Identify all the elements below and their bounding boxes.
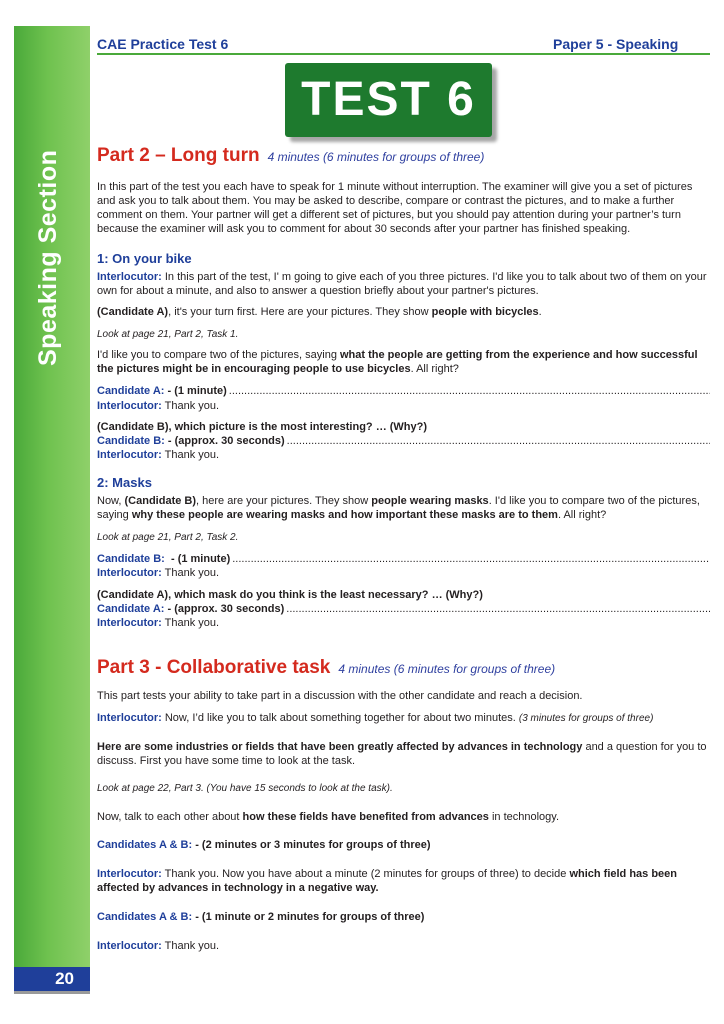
section-label: Speaking Section [34,149,62,366]
task2-look-at: Look at page 21, Part 2, Task 2. [97,532,239,543]
sidebar [14,26,90,988]
task2-candidate-a-line: Candidate A: - (approx. 30 seconds) ..... [97,602,710,616]
task2-thanks-1: Interlocutor: Thank you. [97,567,220,579]
header-paper: Paper 5 - Speaking [553,36,679,52]
task1-thanks-2: Interlocutor: Thank you. [97,449,220,461]
part3-title: Part 3 - Collaborative task [97,657,331,678]
task1-candidate-a-intro: (Candidate A), it's your turn first. Here are your pictures. They show people with bicycles. [97,306,542,318]
part3-interlocutor-2: Interlocutor: Thank you. Now you have about a minute (2 minutes for groups of three) to decide which field has been affected by advances in technology in a negative way. [97,868,678,894]
task1-compare: I'd like you to compare two of the pictures, saying what the people are getting from the experience and how successful the pictures might be in encouraging people to use bicycles. All right? [97,349,698,375]
task1-candidate-a-line: Candidate A: - (1 minute) ..... [97,384,710,398]
part3-look-at: Look at page 22, Part 3. (You have 15 seconds to look at the task). [97,783,393,794]
part3-interlocutor-3: Interlocutor: Thank you. [97,940,220,952]
task2-heading: 2: Masks [97,475,152,490]
part3-timing: 4 minutes (6 minutes for groups of three) [338,662,556,676]
task2-thanks-2: Interlocutor: Thank you. [97,617,220,629]
part2-timing: 4 minutes (6 minutes for groups of three) [267,150,485,164]
task2-intro: Now, (Candidate B), here are your pictures. They show people wearing masks. I'd like you to compare two of the pictures, saying why these people are wearing masks and how important these masks are to them. All right? [97,495,700,521]
task1-interlocutor: Interlocutor: In this part of the test, I' m going to give each of you three pictures. I'd like you to talk about two of them on your own for about a minute, and also to answer a question briefly about your partner's pictures. [97,271,707,297]
part2-title: Part 2 – Long turn [97,145,260,166]
part3-talk: Now, talk to each other about how these fields have benefited from advances in technology. [97,811,560,823]
bottom-rule [14,991,90,994]
task1-heading: 1: On your bike [97,251,192,266]
task1-candidate-b-line: Candidate B: - (approx. 30 seconds) ..... [97,434,710,448]
task1-thanks-1: Interlocutor: Thank you. [97,400,220,412]
part3-interlocutor: Interlocutor: Now, I’d like you to talk about something together for about two minutes. (3 minutes for groups of three) [97,712,654,724]
task2-question: (Candidate A), which mask do you think is the least necessary? … (Why?) [97,589,483,601]
part3-heading [97,657,710,678]
part2-intro: In this part of the test you each have to speak for 1 minute without interruption. The examiner will give you a set of pictures and ask you to talk about them. You may be asked to describe, compare or contrast the pictures, and to make a further comment on them. Your partner will get a different set of pictures, but you should pay attention during your partner’s turn because the examiner will ask you to comment for about 30 seconds after your partner has finished speaking. [97,181,693,235]
part3-candidates-1: Candidates A & B: - (2 minutes or 3 minutes for groups of three) [97,839,431,851]
header-title: CAE Practice Test 6 [97,36,229,52]
task1-question: (Candidate B), which picture is the most interesting? … (Why?) [97,421,428,433]
page-number: 20 [14,967,90,991]
part3-candidates-2: Candidates A & B: - (1 minute or 2 minutes for groups of three) [97,911,425,923]
task2-candidate-b-line: Candidate B: - (1 minute) ..... [97,552,710,566]
header-divider [97,53,710,55]
part2-heading [97,145,710,166]
task1-look-at: Look at page 21, Part 2, Task 1. [97,329,239,340]
part3-intro: This part tests your ability to take part in a discussion with the other candidate and reach a decision. [97,690,583,702]
part3-industries: Here are some industries or fields that have been greatly affected by advances in technology and a question for you to discuss. First you have some time to look at the task. [97,741,707,767]
test-banner: TEST 6 [285,63,492,137]
